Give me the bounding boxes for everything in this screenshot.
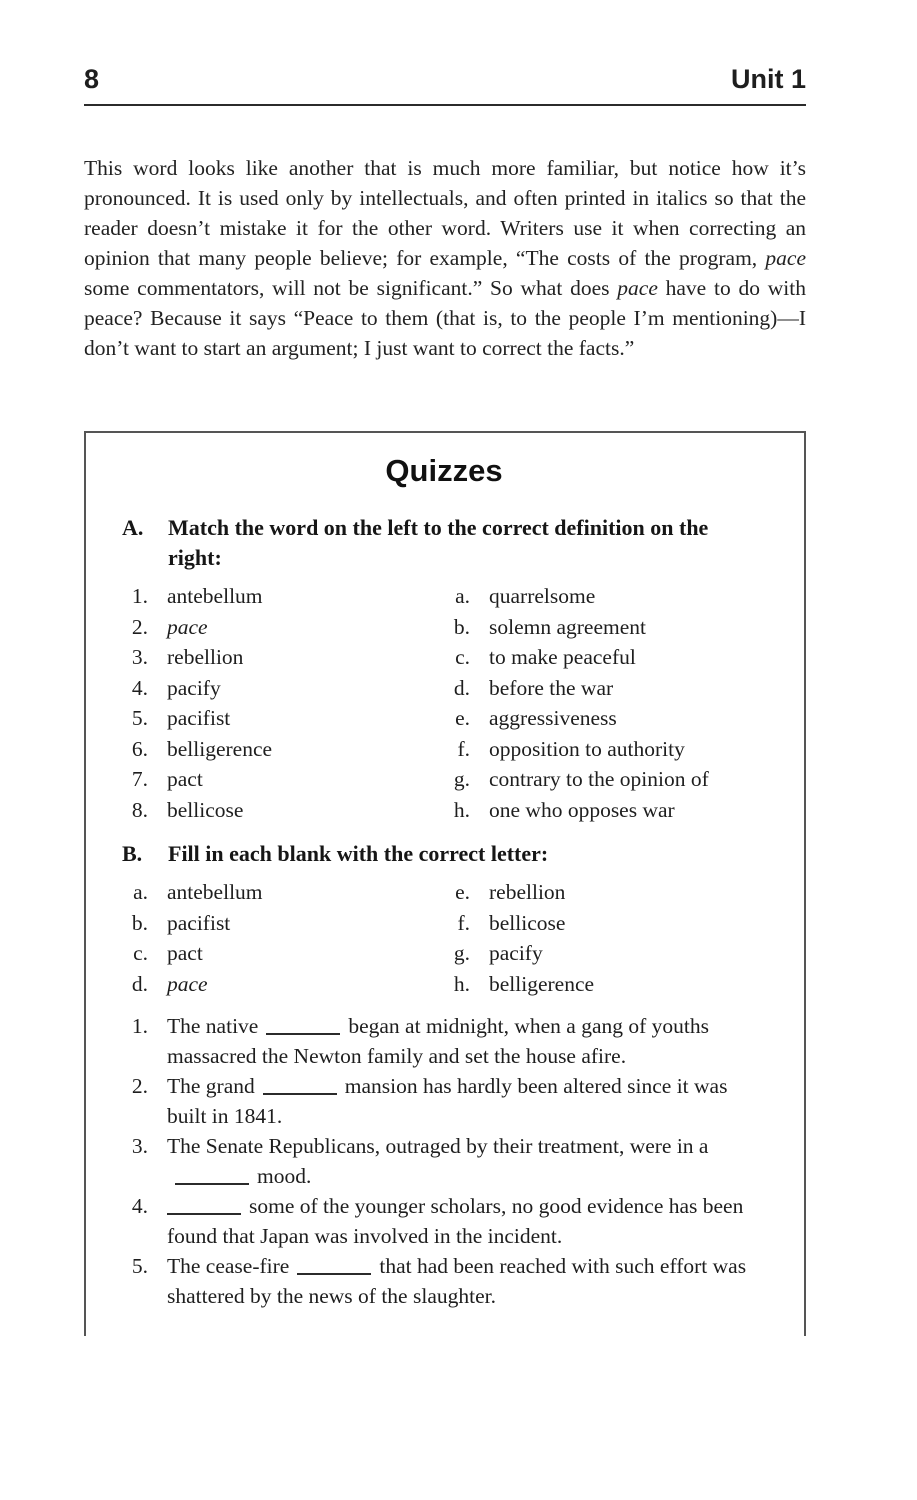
match-list bbox=[122, 581, 766, 825]
match-word: rebellion bbox=[167, 645, 244, 669]
match-definition: one who opposes war bbox=[489, 797, 675, 822]
sentence-pre: The Senate Republicans, outraged by their treatment, were in a bbox=[167, 1134, 709, 1158]
sentence-pre: The grand bbox=[167, 1074, 255, 1098]
match-definition: solemn agreement bbox=[489, 614, 647, 639]
match-letter: h. bbox=[453, 797, 470, 822]
match-row bbox=[122, 703, 766, 734]
sentence-post: that had been reached with such effort was shattered by the news of the slaughter. bbox=[167, 1254, 747, 1308]
page-number: 8 bbox=[84, 64, 100, 94]
word-bank-row bbox=[122, 938, 766, 969]
bank-letter: c. bbox=[133, 941, 148, 965]
match-word: pace bbox=[167, 614, 208, 639]
match-letter: g. bbox=[453, 767, 470, 791]
bank-letter: e. bbox=[455, 880, 470, 904]
section-b-label: B. bbox=[122, 841, 143, 866]
match-row bbox=[122, 581, 766, 612]
sentence-number: 5. bbox=[131, 1254, 148, 1278]
bank-letter: b. bbox=[131, 910, 148, 935]
section-b-heading bbox=[122, 839, 766, 869]
match-word: bellicose bbox=[167, 797, 244, 822]
intro-italic-pace-1: pace bbox=[765, 246, 806, 270]
sentence-post: mansion has hardly been altered since it was built in 1841. bbox=[167, 1074, 728, 1128]
sentence-text bbox=[148, 1131, 766, 1191]
intro-italic-pace-2: pace bbox=[617, 276, 658, 300]
word-bank-row bbox=[122, 877, 766, 908]
match-definition: contrary to the opinion of bbox=[489, 767, 709, 791]
word-bank-row bbox=[122, 908, 766, 939]
match-letter: c. bbox=[455, 645, 470, 669]
bank-letter: g. bbox=[453, 941, 470, 965]
fill-blank bbox=[266, 1020, 340, 1035]
sentence-item bbox=[122, 1251, 766, 1311]
sentence-post: mood. bbox=[257, 1164, 312, 1188]
match-definition: aggressiveness bbox=[489, 706, 617, 730]
match-number: 5. bbox=[131, 706, 148, 730]
match-number: 6. bbox=[131, 736, 148, 761]
sentence-text bbox=[148, 1251, 766, 1311]
bank-word: pacify bbox=[489, 941, 543, 965]
fill-in-sentences bbox=[122, 1011, 766, 1311]
bank-letter: a. bbox=[133, 880, 148, 904]
intro-text-3: have to do with peace? Because it says “Peace to them (that is, to the people I’m mentioning)—I don’t want to start an argument; I just want to correct the facts.” bbox=[84, 276, 806, 360]
intro-text-1: This word looks like another that is much more familiar, but notice how it’s pronounced. It is used only by intellectuals, and often printed in italics so that the reader doesn’t mistake it for the other word. Writers use it when correcting an opinion that many people believe; for example, “The costs of the program, bbox=[84, 156, 806, 270]
section-a-heading bbox=[122, 513, 766, 573]
match-number: 7. bbox=[131, 767, 148, 791]
match-letter: e. bbox=[455, 706, 470, 730]
section-a-instructions: Match the word on the left to the correct definition on the right: bbox=[168, 515, 709, 570]
match-number: 8. bbox=[131, 797, 148, 822]
match-letter: b. bbox=[453, 614, 470, 639]
match-row bbox=[122, 734, 766, 765]
quiz-title: Quizzes bbox=[385, 453, 503, 488]
match-letter: f. bbox=[457, 736, 470, 761]
bank-letter: d. bbox=[131, 971, 148, 996]
match-word: pacifist bbox=[167, 706, 231, 730]
match-number: 1. bbox=[131, 584, 148, 608]
match-number: 3. bbox=[131, 645, 148, 669]
match-row bbox=[122, 673, 766, 704]
match-word: pacify bbox=[167, 675, 221, 700]
match-row bbox=[122, 764, 766, 795]
sentence-number: 1. bbox=[131, 1014, 148, 1038]
fill-blank bbox=[175, 1170, 249, 1185]
sentence-text bbox=[148, 1011, 766, 1071]
match-word: pact bbox=[167, 767, 203, 791]
match-definition: before the war bbox=[489, 675, 614, 700]
sentence-pre: The cease-fire bbox=[167, 1254, 290, 1278]
quiz-box bbox=[84, 431, 806, 1336]
section-b-instructions: Fill in each blank with the correct letter: bbox=[168, 841, 549, 866]
match-definition: opposition to authority bbox=[489, 736, 685, 761]
match-number: 2. bbox=[131, 614, 148, 639]
match-row bbox=[122, 612, 766, 643]
sentence-item bbox=[122, 1191, 766, 1251]
sentence-text bbox=[148, 1191, 766, 1251]
bank-word: pact bbox=[167, 941, 203, 965]
bank-word: bellicose bbox=[489, 910, 566, 935]
sentence-pre: The native bbox=[167, 1014, 259, 1038]
sentence-text bbox=[148, 1071, 766, 1131]
match-row bbox=[122, 642, 766, 673]
sentence-number: 4. bbox=[131, 1194, 148, 1218]
sentence-post: some of the younger scholars, no good evidence has been found that Japan was involved in the incident. bbox=[167, 1194, 744, 1248]
word-bank bbox=[122, 877, 766, 999]
fill-blank bbox=[167, 1200, 241, 1215]
bank-letter: f. bbox=[457, 910, 470, 935]
match-letter: a. bbox=[455, 584, 470, 608]
match-definition: quarrelsome bbox=[489, 584, 596, 608]
fill-blank bbox=[263, 1080, 337, 1095]
match-word: antebellum bbox=[167, 584, 263, 608]
sentence-post: began at midnight, when a gang of youths massacred the Newton family and set the house afire. bbox=[167, 1014, 709, 1068]
sentence-item bbox=[122, 1131, 766, 1191]
sentence-item bbox=[122, 1071, 766, 1131]
intro-paragraph bbox=[84, 153, 806, 363]
page-header bbox=[84, 64, 806, 106]
bank-word: belligerence bbox=[489, 971, 595, 996]
word-bank-row bbox=[122, 969, 766, 1000]
bank-letter: h. bbox=[453, 971, 470, 996]
bank-word: pacifist bbox=[167, 910, 231, 935]
match-number: 4. bbox=[131, 675, 148, 700]
fill-blank bbox=[297, 1260, 371, 1275]
match-definition: to make peaceful bbox=[489, 645, 636, 669]
bank-word: pace bbox=[167, 971, 208, 996]
unit-label: Unit 1 bbox=[730, 64, 806, 94]
match-word: belligerence bbox=[167, 736, 273, 761]
section-b bbox=[122, 839, 766, 1311]
sentence-number: 2. bbox=[131, 1074, 148, 1098]
bank-word: rebellion bbox=[489, 880, 566, 904]
sentence-item bbox=[122, 1011, 766, 1071]
section-a-label: A. bbox=[122, 515, 144, 540]
match-letter: d. bbox=[453, 675, 470, 700]
intro-text-2: some commentators, will not be significant.” So what does bbox=[84, 276, 618, 300]
sentence-number: 3. bbox=[131, 1134, 148, 1158]
match-row bbox=[122, 795, 766, 826]
bank-word: antebellum bbox=[167, 880, 263, 904]
